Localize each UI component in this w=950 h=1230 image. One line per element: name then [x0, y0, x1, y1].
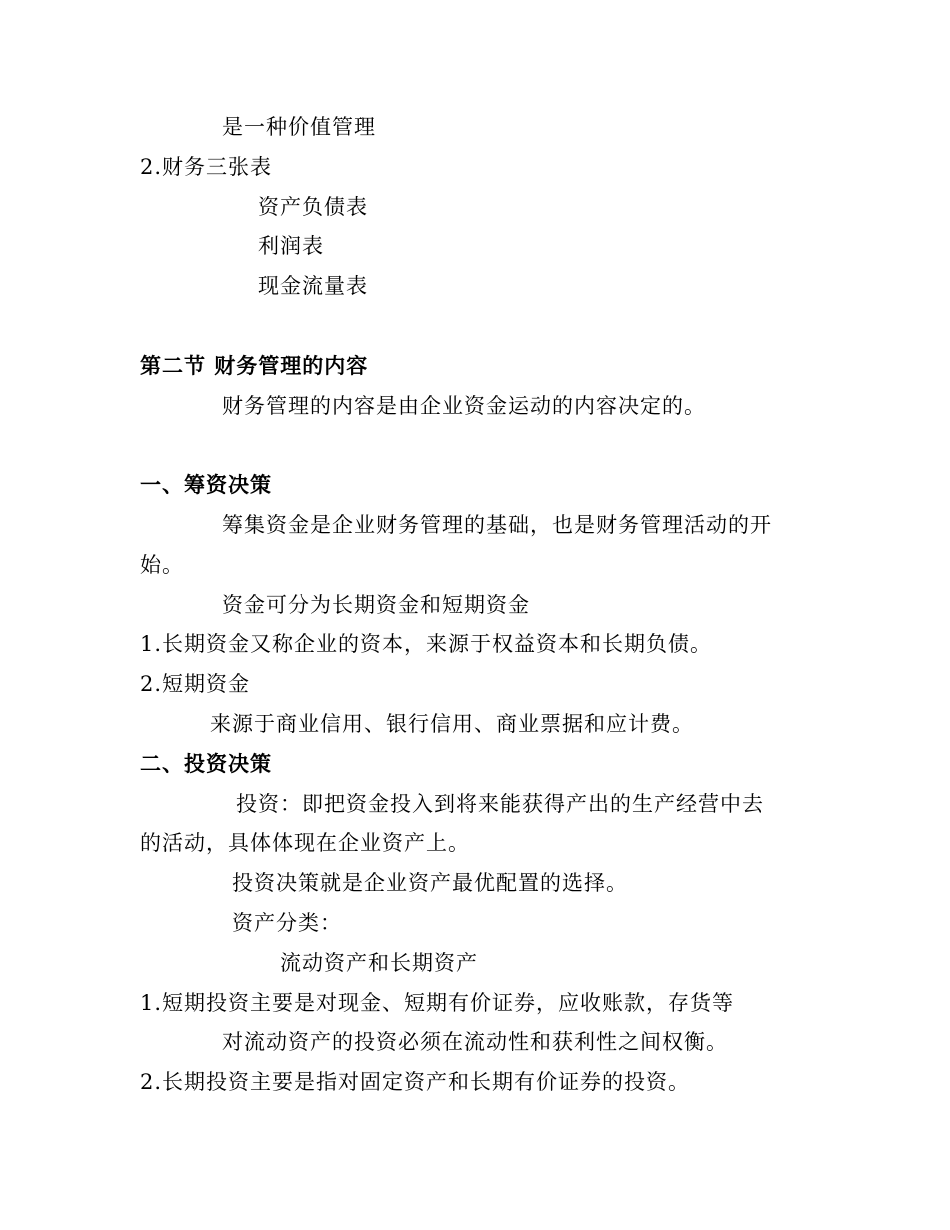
paragraph: 资产分类：: [232, 911, 342, 935]
list-item: 2.短期资金: [140, 672, 251, 696]
list-item: 1.长期资金又称企业的资本，来源于权益资本和长期负债。: [140, 632, 713, 656]
text-line: 是一种价值管理: [222, 115, 376, 139]
list-item: 现金流量表: [258, 274, 368, 298]
list-item: 2.财务三张表: [140, 155, 273, 179]
paragraph: 的活动，具体体现在企业资产上。: [140, 831, 470, 855]
paragraph: 对流动资产的投资必须在流动性和获利性之间权衡。: [222, 1030, 728, 1054]
list-item: 1.短期投资主要是对现金、短期有价证券，应收账款，存货等: [140, 991, 735, 1015]
list-item: 资产负债表: [258, 195, 368, 219]
paragraph: 流动资产和长期资产: [280, 951, 478, 975]
paragraph: 筹集资金是企业财务管理的基础，也是财务管理活动的开: [222, 513, 772, 537]
paragraph: 资金可分为长期资金和短期资金: [222, 593, 530, 617]
section-heading: 一、筹资决策: [140, 473, 272, 497]
paragraph: 财务管理的内容是由企业资金运动的内容决定的。: [222, 394, 706, 418]
section-heading: 第二节 财务管理的内容: [140, 354, 369, 378]
list-item: 2.长期投资主要是指对固定资产和长期有价证券的投资。: [140, 1070, 691, 1094]
paragraph: 来源于商业信用、银行信用、商业票据和应计费。: [210, 712, 694, 736]
paragraph: 始。: [140, 553, 184, 577]
list-item: 利润表: [258, 234, 324, 258]
paragraph: 投资决策就是企业资产最优配置的选择。: [232, 871, 628, 895]
paragraph: 投资：即把资金投入到将来能获得产出的生产经营中去: [236, 792, 764, 816]
section-heading: 二、投资决策: [140, 752, 272, 776]
